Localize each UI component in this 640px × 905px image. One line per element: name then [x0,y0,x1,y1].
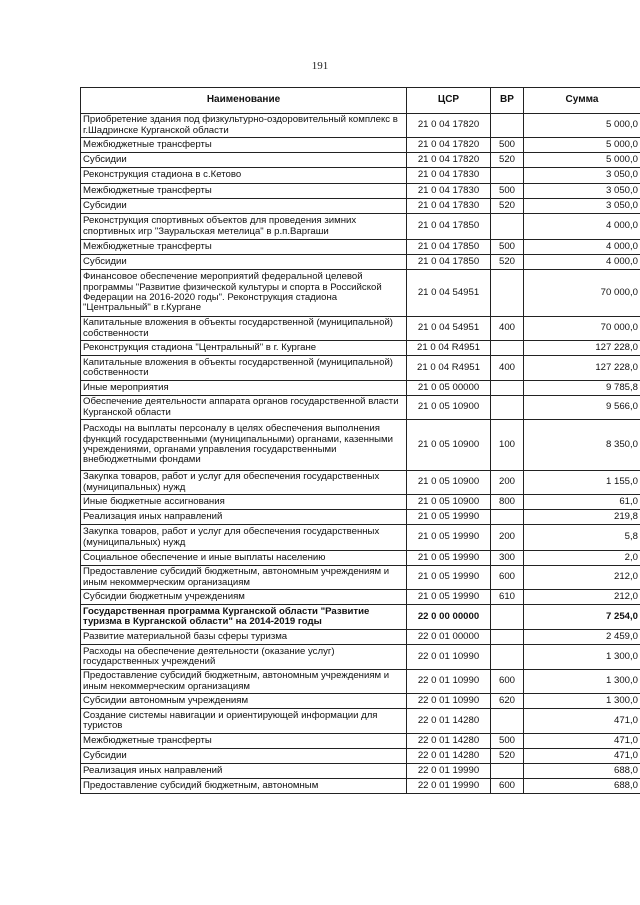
cell-sum: 3 050,0 [524,199,640,214]
cell-name: Закупка товаров, работ и услуг для обеспечения государственных (муниципальных) нужд [81,471,407,495]
table-row [81,510,640,525]
table-header-row [81,88,640,114]
cell-vr [491,630,524,645]
cell-csr: 21 0 04 17830 [407,199,491,214]
cell-csr: 21 0 04 R4951 [407,341,491,356]
table-row [81,184,640,199]
table-row [81,341,640,356]
cell-sum: 2,0 [524,551,640,566]
cell-csr: 22 0 01 10990 [407,694,491,709]
cell-vr: 600 [491,566,524,590]
cell-name: Реализация иных направлений [81,764,407,779]
cell-name: Реализация иных направлений [81,510,407,525]
table-row [81,764,640,779]
cell-sum: 61,0 [524,495,640,510]
cell-name: Субсидии [81,153,407,168]
cell-sum: 1 300,0 [524,694,640,709]
table-row [81,566,640,590]
cell-sum: 3 050,0 [524,184,640,199]
cell-vr: 600 [491,779,524,794]
cell-csr: 21 0 05 00000 [407,381,491,396]
cell-csr: 21 0 04 17850 [407,255,491,270]
cell-sum: 4 000,0 [524,214,640,240]
cell-sum: 3 050,0 [524,168,640,184]
cell-name: Предоставление субсидий бюджетным, автономным [81,779,407,794]
cell-sum: 5 000,0 [524,138,640,153]
cell-csr: 22 0 01 14280 [407,749,491,764]
cell-vr: 800 [491,495,524,510]
cell-csr: 21 0 04 17820 [407,114,491,138]
table-row [81,255,640,270]
cell-csr: 21 0 05 10900 [407,495,491,510]
cell-vr [491,709,524,734]
cell-csr: 22 0 01 19990 [407,779,491,794]
cell-sum: 471,0 [524,734,640,749]
table-row [81,168,640,184]
cell-csr: 21 0 05 19990 [407,590,491,605]
cell-name: Субсидии автономным учреждениям [81,694,407,709]
table-row [81,734,640,749]
cell-name: Субсидии [81,199,407,214]
cell-sum: 127 228,0 [524,341,640,356]
cell-sum: 212,0 [524,590,640,605]
header-vr: ВР [491,88,524,114]
cell-csr: 22 0 01 19990 [407,764,491,779]
cell-vr: 520 [491,199,524,214]
cell-sum: 9 785,8 [524,381,640,396]
cell-name: Межбюджетные трансферты [81,240,407,255]
cell-csr: 21 0 04 R4951 [407,356,491,381]
cell-vr: 500 [491,138,524,153]
cell-name: Субсидии бюджетным учреждениям [81,590,407,605]
cell-vr: 400 [491,356,524,381]
table-row [81,630,640,645]
cell-sum: 5 000,0 [524,153,640,168]
cell-csr: 21 0 04 17830 [407,184,491,199]
table-body [81,114,640,794]
table-row [81,749,640,764]
cell-vr: 200 [491,525,524,551]
table-row [81,153,640,168]
header-name: Наименование [81,88,407,114]
table-row [81,396,640,420]
cell-sum: 688,0 [524,779,640,794]
cell-name: Субсидии [81,255,407,270]
cell-name: Субсидии [81,749,407,764]
cell-name: Обеспечение деятельности аппарата органов государственной власти Курганской области [81,396,407,420]
table-row [81,420,640,471]
table-row [81,495,640,510]
cell-sum: 4 000,0 [524,255,640,270]
cell-name: Развитие материальной базы сферы туризма [81,630,407,645]
cell-sum: 4 000,0 [524,240,640,255]
cell-vr [491,645,524,670]
cell-sum: 1 300,0 [524,670,640,694]
table-row [81,240,640,255]
header-sum: Сумма [524,88,640,114]
cell-csr: 21 0 05 19990 [407,566,491,590]
cell-vr [491,764,524,779]
cell-vr [491,381,524,396]
cell-csr: 21 0 04 17820 [407,138,491,153]
cell-sum: 7 254,0 [524,605,640,630]
cell-sum: 1 300,0 [524,645,640,670]
cell-sum: 1 155,0 [524,471,640,495]
table-row [81,551,640,566]
cell-csr: 22 0 00 00000 [407,605,491,630]
cell-vr: 500 [491,184,524,199]
cell-csr: 21 0 05 10900 [407,396,491,420]
cell-vr: 520 [491,255,524,270]
cell-vr [491,605,524,630]
table-row [81,471,640,495]
cell-sum: 70 000,0 [524,317,640,341]
cell-name: Иные мероприятия [81,381,407,396]
cell-vr: 500 [491,734,524,749]
cell-name: Финансовое обеспечение мероприятий федеральной целевой программы "Развитие физической культуры и спорта в Российской Федерации на 2016-2020 годы". Реконструкция стадиона "Центральный" в г.Кургане [81,270,407,317]
header-csr: ЦСР [407,88,491,114]
table-row [81,199,640,214]
table-row [81,138,640,153]
cell-vr [491,510,524,525]
cell-sum: 70 000,0 [524,270,640,317]
table-row [81,605,640,630]
table-row [81,709,640,734]
cell-vr [491,168,524,184]
table-row [81,270,640,317]
cell-vr: 520 [491,153,524,168]
cell-name: Социальное обеспечение и иные выплаты населению [81,551,407,566]
cell-vr: 400 [491,317,524,341]
page-number: 191 [311,60,329,72]
cell-csr: 22 0 01 10990 [407,670,491,694]
table-row [81,694,640,709]
cell-vr: 620 [491,694,524,709]
cell-csr: 21 0 04 17850 [407,240,491,255]
cell-name: Межбюджетные трансферты [81,184,407,199]
cell-sum: 212,0 [524,566,640,590]
cell-vr [491,270,524,317]
cell-csr: 22 0 01 00000 [407,630,491,645]
cell-name: Закупка товаров, работ и услуг для обеспечения государственных (муниципальных) нужд [81,525,407,551]
cell-name: Предоставление субсидий бюджетным, автономным учреждениям и иным некоммерческим организациям [81,566,407,590]
cell-csr: 21 0 05 19990 [407,525,491,551]
cell-name: Капитальные вложения в объекты государственной (муниципальной) собственности [81,317,407,341]
cell-sum: 471,0 [524,749,640,764]
cell-sum: 127 228,0 [524,356,640,381]
cell-name: Реконструкция стадиона "Центральный" в г. Кургане [81,341,407,356]
cell-csr: 21 0 04 17820 [407,153,491,168]
cell-sum: 8 350,0 [524,420,640,471]
cell-sum: 2 459,0 [524,630,640,645]
cell-csr: 21 0 05 19990 [407,551,491,566]
table-row [81,356,640,381]
cell-csr: 22 0 01 14280 [407,734,491,749]
table-row [81,381,640,396]
cell-name: Приобретение здания под физкультурно-оздоровительный комплекс в г.Шадринске Курганской области [81,114,407,138]
cell-sum: 219,8 [524,510,640,525]
cell-vr: 500 [491,240,524,255]
cell-name: Государственная программа Курганской области "Развитие туризма в Курганской области" на 2014-2019 годы [81,605,407,630]
budget-table [80,87,640,794]
cell-vr [491,341,524,356]
table-row [81,525,640,551]
cell-sum: 9 566,0 [524,396,640,420]
table-row [81,590,640,605]
cell-name: Межбюджетные трансферты [81,734,407,749]
cell-sum: 471,0 [524,709,640,734]
cell-vr [491,114,524,138]
cell-sum: 5 000,0 [524,114,640,138]
cell-csr: 22 0 01 10990 [407,645,491,670]
table-row [81,214,640,240]
cell-vr: 200 [491,471,524,495]
cell-name: Иные бюджетные ассигнования [81,495,407,510]
cell-name: Расходы на выплаты персоналу в целях обеспечения выполнения функций государственными (муниципальными) органами, казенными учреждениями, органами управления государственными внебюджетными фондами [81,420,407,471]
cell-sum: 5,8 [524,525,640,551]
cell-name: Предоставление субсидий бюджетным, автономным учреждениям и иным некоммерческим организациям [81,670,407,694]
cell-csr: 21 0 04 17850 [407,214,491,240]
cell-name: Расходы на обеспечение деятельности (оказание услуг) государственных учреждений [81,645,407,670]
cell-sum: 688,0 [524,764,640,779]
table-row [81,114,640,138]
cell-vr: 300 [491,551,524,566]
table-row [81,645,640,670]
cell-vr [491,396,524,420]
cell-name: Реконструкция стадиона в с.Кетово [81,168,407,184]
cell-name: Капитальные вложения в объекты государственной (муниципальной) собственности [81,356,407,381]
cell-csr: 22 0 01 14280 [407,709,491,734]
cell-name: Реконструкция спортивных объектов для проведения зимних спортивных игр "Зауральская метелица" в р.п.Варгаши [81,214,407,240]
cell-vr: 610 [491,590,524,605]
cell-csr: 21 0 04 54951 [407,317,491,341]
cell-csr: 21 0 05 10900 [407,471,491,495]
cell-name: Создание системы навигации и ориентирующей информации для туристов [81,709,407,734]
table-row [81,779,640,794]
table-row [81,317,640,341]
cell-csr: 21 0 04 17830 [407,168,491,184]
table-row [81,670,640,694]
cell-vr: 600 [491,670,524,694]
cell-csr: 21 0 05 10900 [407,420,491,471]
cell-vr: 520 [491,749,524,764]
cell-name: Межбюджетные трансферты [81,138,407,153]
cell-vr: 100 [491,420,524,471]
cell-csr: 21 0 05 19990 [407,510,491,525]
cell-vr [491,214,524,240]
cell-csr: 21 0 04 54951 [407,270,491,317]
